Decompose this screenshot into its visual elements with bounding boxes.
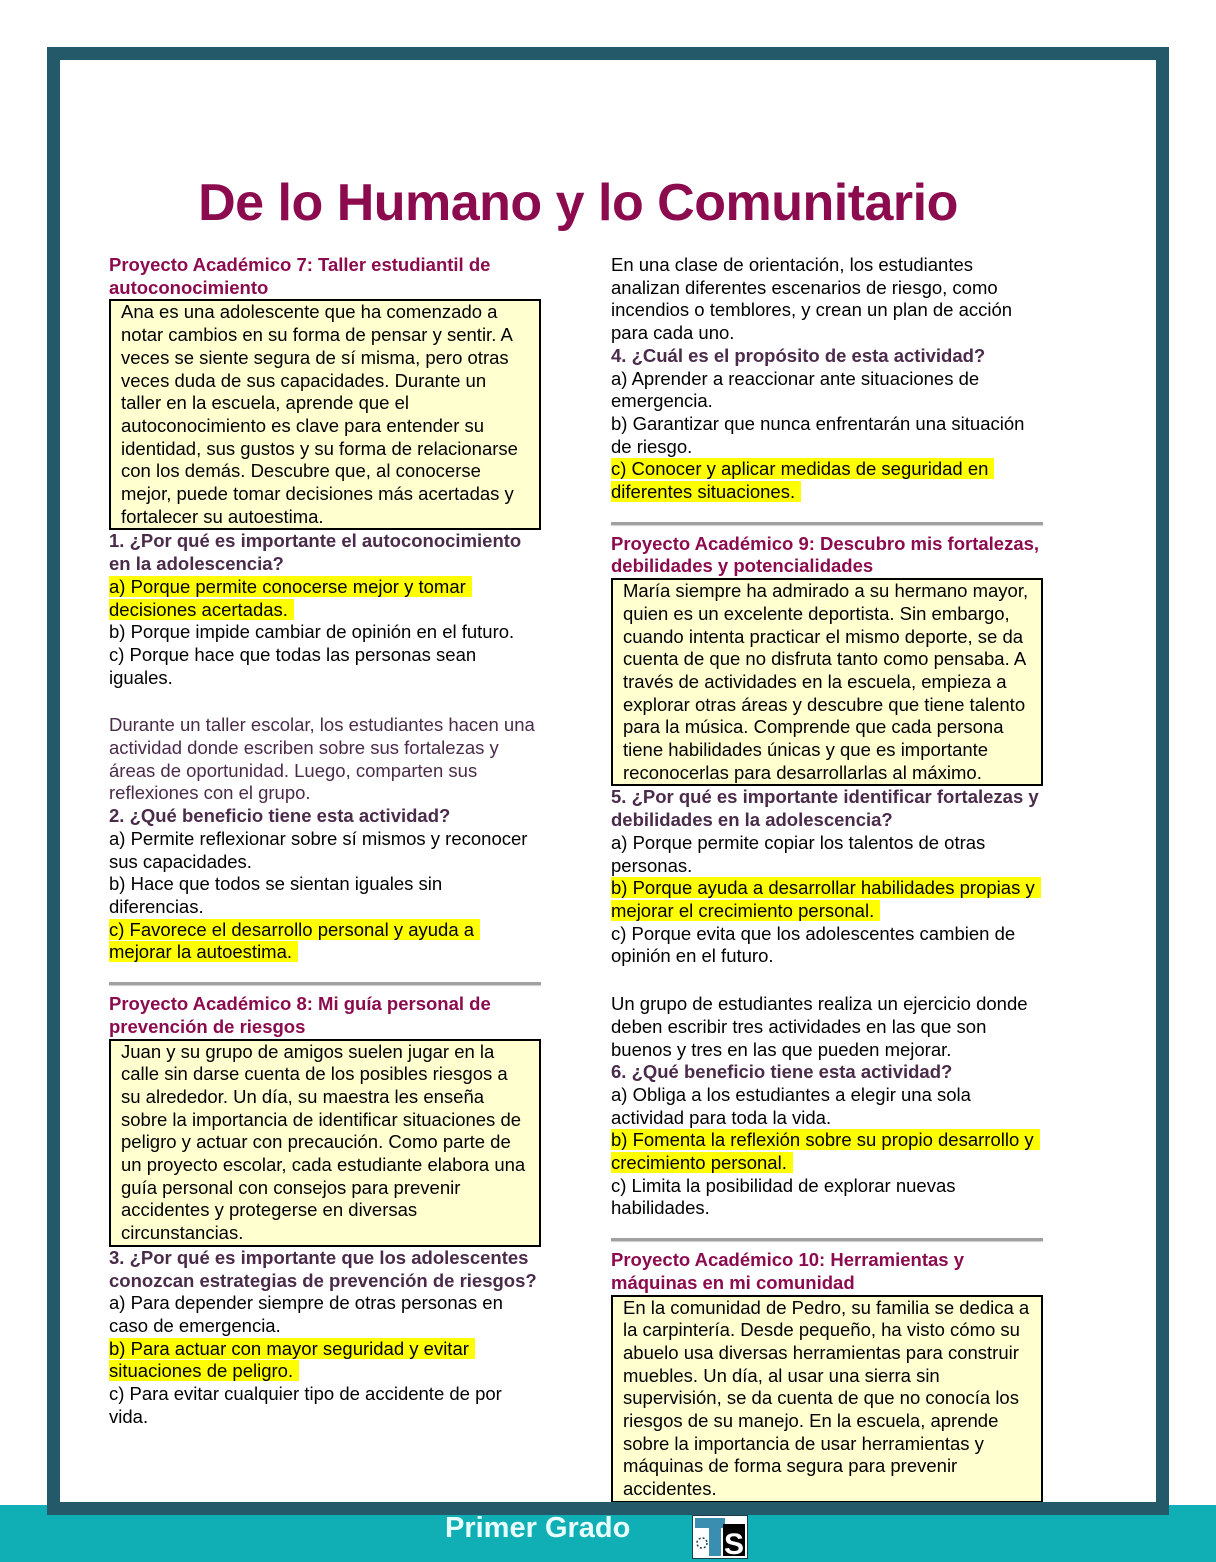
question-5: 5. ¿Por qué es importante identificar fortalezas y debilidades en la adolescencia? xyxy=(611,786,1039,831)
grade-label: Primer Grado xyxy=(445,1512,631,1544)
svg-text:S: S xyxy=(723,1528,745,1558)
q3-option-c: c) Para evitar cualquier tipo de accidente de por vida. xyxy=(109,1383,502,1427)
section-divider xyxy=(611,522,1043,525)
question-6: 6. ¿Qué beneficio tiene esta actividad? xyxy=(611,1061,953,1083)
q4-option-b: b) Garantizar que nunca enfrentarán una situación de riesgo. xyxy=(611,412,1025,457)
section-divider xyxy=(611,1238,1043,1241)
q2-option-b: b) Hace que todos se sientan iguales sin diferencias. xyxy=(109,873,443,917)
question-4: 4. ¿Cuál es el propósito de esta actividad? xyxy=(611,344,986,366)
project-8-story: Juan y su grupo de amigos suelen jugar en la calle sin darse cuenta de los posibles riesgos a su alrededor. Un día, su maestra les enseña sobre la importancia de identificar situaciones de peligro y actuar con precaución. Como parte de un proyecto escolar, cada estudiante elabora una guía personal con consejos para prevenir accidentes y protegerse en diversas circunstancias. xyxy=(109,1039,541,1247)
question-3: 3. ¿Por qué es importante que los adolescentes conozcan estrategias de prevención de riesgos? xyxy=(109,1246,537,1291)
question-2: 2. ¿Qué beneficio tiene esta actividad? xyxy=(109,805,451,827)
q5-option-b-correct: b) Porque ayuda a desarrollar habilidades propias y mejorar el crecimiento personal. xyxy=(611,877,1041,921)
q3-option-b-correct: b) Para actuar con mayor seguridad y evitar situaciones de peligro. xyxy=(109,1338,475,1382)
project-9-story: María siempre ha admirado a su hermano mayor, quien es un excelente deportista. Sin embargo, cuando intenta practicar el mismo deporte, se da cuenta de que no disfruta tanto como pensaba. A través de actividades en la escuela, empieza a explorar otras áreas y descubre que tiene talento para la música. Comprende que cada persona tiene habilidades únicas y que es importante reconocerlas para desarrollarlas al máximo. xyxy=(611,578,1043,786)
project-8-title: Proyecto Académico 8: Mi guía personal de prevención de riesgos xyxy=(109,993,491,1037)
section-divider xyxy=(109,982,541,985)
right-column xyxy=(611,254,1043,1503)
q1-option-a-correct: a) Porque permite conocerse mejor y tomar decisiones acertadas. xyxy=(109,576,472,620)
q5-option-c: c) Porque evita que los adolescentes cambien de opinión en el futuro. xyxy=(611,922,1016,967)
q6-option-b-correct: b) Fomenta la reflexión sobre su propio desarrollo y crecimiento personal. xyxy=(611,1129,1040,1173)
question-2-intro: Durante un taller escolar, los estudiantes hacen una actividad donde escriben sobre sus fortalezas y áreas de oportunidad. Luego, comparten sus reflexiones con el grupo. xyxy=(109,714,535,804)
left-column xyxy=(109,254,541,1428)
project-10-story: En la comunidad de Pedro, su familia se dedica a la carpintería. Desde pequeño, ha visto cómo su abuelo usa diversas herramientas para construir muebles. Un día, al usar una sierra sin supervisión, se da cuenta de que no conocía los riesgos de su manejo. En la escuela, aprende sobre la importancia de usar herramientas y máquinas de forma segura para prevenir accidentes. xyxy=(611,1295,1043,1503)
q6-option-c: c) Limita la posibilidad de explorar nuevas habilidades. xyxy=(611,1174,956,1219)
q3-option-a: a) Para depender siempre de otras personas en caso de emergencia. xyxy=(109,1292,503,1336)
project-9-title: Proyecto Académico 9: Descubro mis fortalezas, debilidades y potencialidades xyxy=(611,532,1040,577)
project-7-story: Ana es una adolescente que ha comenzado a notar cambios en su forma de pensar y sentir. A veces se siente segura de sí misma, pero otras veces duda de sus capacidades. Durante un taller en la escuela, aprende que el autoconocimiento es clave para entender su identidad, sus gustos y su forma de relacionarse con los demás. Descubre que, al conocerse mejor, puede tomar decisiones más acertadas y fortalecer su autoestima. xyxy=(109,299,541,530)
project-7-title: Proyecto Académico 7: Taller estudiantil de autoconocimiento xyxy=(109,254,491,298)
q2-option-c-correct: c) Favorece el desarrollo personal y ayuda a mejorar la autoestima. xyxy=(109,919,480,963)
question-4-intro: En una clase de orientación, los estudiantes analizan diferentes escenarios de riesgo, como incendios o temblores, y crean un plan de acción para cada uno. xyxy=(611,254,1013,344)
q1-option-b: b) Porque impide cambiar de opinión en el futuro. xyxy=(109,621,515,643)
q2-option-a: a) Permite reflexionar sobre sí mismos y reconocer sus capacidades. xyxy=(109,827,528,872)
page-title: De lo Humano y lo Comunitario xyxy=(198,174,958,232)
q6-option-a: a) Obliga a los estudiantes a elegir una sola actividad para toda la vida. xyxy=(611,1083,971,1128)
page-frame xyxy=(47,47,1169,1515)
q1-option-c: c) Porque hace que todas las personas sean iguales. xyxy=(109,643,477,688)
q4-option-c-correct: c) Conocer y aplicar medidas de seguridad en diferentes situaciones. xyxy=(611,458,994,502)
q5-option-a: a) Porque permite copiar los talentos de otras personas. xyxy=(611,831,986,876)
q4-option-a: a) Aprender a reaccionar ante situaciones de emergencia. xyxy=(611,367,980,412)
question-6-intro: Un grupo de estudiantes realiza un ejercicio donde deben escribir tres actividades en las que son buenos y tres en las que pueden mejorar. xyxy=(611,993,1028,1060)
ts-logo-icon xyxy=(692,1515,748,1559)
question-1: 1. ¿Por qué es importante el autoconocimiento en la adolescencia? xyxy=(109,530,522,575)
project-10-title: Proyecto Académico 10: Herramientas y máquinas en mi comunidad xyxy=(611,1249,965,1293)
